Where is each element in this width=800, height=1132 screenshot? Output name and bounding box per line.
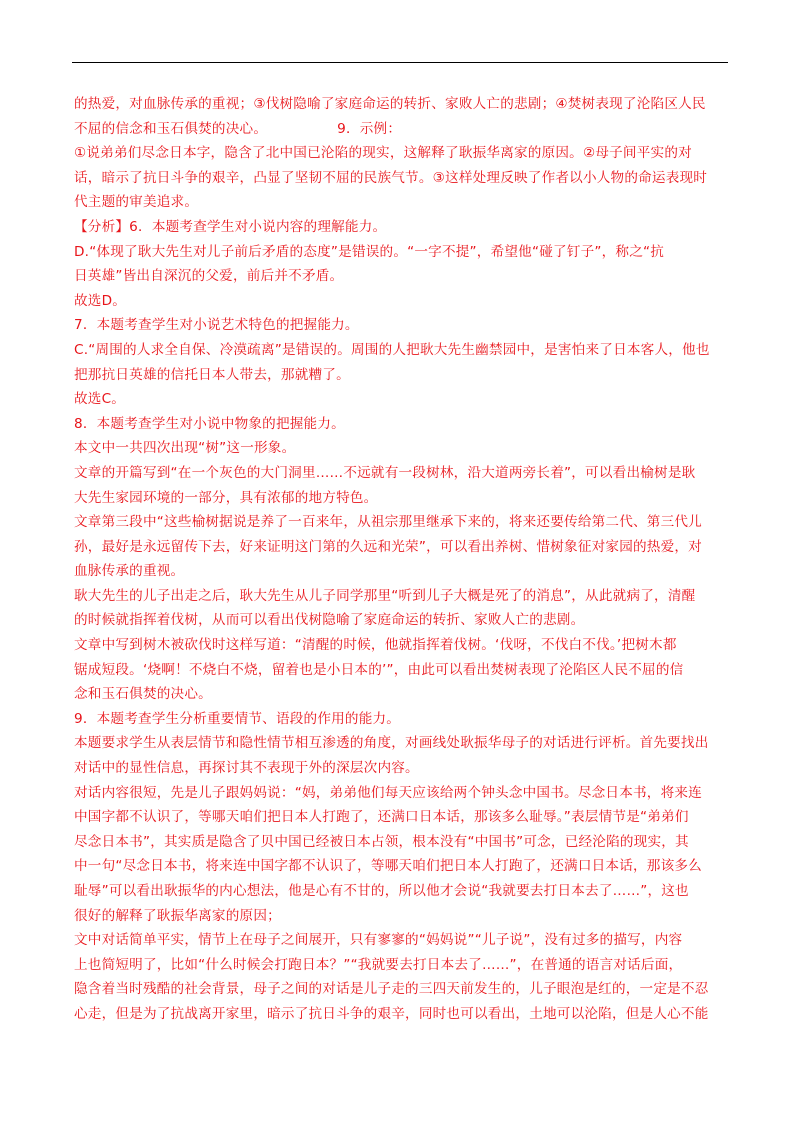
text-line: 锯成短段。‘烧啊！不烧白不烧，留着也是小日本的’”，由此可以看出焚树表现了沦陷区人民不屈的信 (74, 661, 684, 678)
text-line: 血脉传承的重视。 (74, 563, 185, 580)
text-line: 文章第三段中“这些榆树据说是养了一百来年，从祖宗那里继承下来的，将来还要传给第二代、第三代儿 (74, 514, 702, 531)
text-line: 故选D。 (74, 292, 127, 309)
text-line: 中一句“尽念日本书，将来连中国字都不认识了，等哪天咱们把日本人打跑了，还满口日本话，那该多么 (74, 858, 702, 875)
question-heading: 7．本题考查学生对小说艺术特色的把握能力。 (74, 317, 359, 334)
text-line: 尽念日本书”，其实质是隐含了贝中国已经被日本占领，根本没有“中国书”可念，已经沦陷的现实，其 (74, 833, 689, 850)
text-line: 文章中写到树木被砍伐时这样写道：“清醒的时候，他就指挥着伐树。‘伐呀，不伐白不伐。’把树木都 (74, 637, 677, 654)
text-line: 对话中的显性信息，再探讨其不表现于外的深层次内容。 (74, 760, 419, 777)
document-body (74, 92, 728, 1027)
question-label: 9．示例： (337, 120, 402, 137)
text-line: 文中对话简单平实，情节上在母子之间展开，只有寥寥的“妈妈说”“儿子说”，没有过多的描写，内容 (74, 932, 683, 949)
text-line: 念和玉石俱焚的决心。 (74, 686, 212, 703)
text-line: D.“体现了耿大先生对儿子前后矛盾的态度”是错误的。“一字不提”，希望他“碰了钉子”，称之“抗 (74, 243, 665, 260)
text-line: 故选C。 (74, 391, 126, 408)
text-line: 文章的开篇写到“在一个灰色的大门洞里……不远就有一段树林，沿大道两旁长着”，可以看出榆树是耿 (74, 464, 696, 481)
text-line: 话，暗示了抗日斗争的艰辛，凸显了坚韧不屈的民族气节。③这样处理反映了作者以小人物的命运表现时 (74, 169, 708, 186)
text-line: 心走，但是为了抗战离开家里，暗示了抗日斗争的艰辛，同时也可以看出，土地可以沦陷，但是人心不能 (74, 1005, 709, 1022)
text-line: 上也简短明了，比如“什么时候会打跑日本？”“我就要去打日本去了……”，在普通的语言对话后面， (74, 956, 683, 973)
text-line: 的热爱，对血脉传承的重视；③伐树隐喻了家庭命运的转折、家败人亡的悲剧；④焚树表现了沦陷区人民 (74, 96, 706, 112)
text-segment: 不屈的信念和玉石俱焚的决心。 (74, 120, 268, 137)
text-line: 耻辱”可以看出耿振华的内心想法，他是心有不甘的，所以他才会说“我就要去打日本去了……”，这也 (74, 883, 689, 899)
text-line: 孙，最好是永远留传下去，好来证明这门第的久远和光荣”，可以看出养树、惜树象征对家园的热爱，对 (74, 538, 702, 555)
text-line: C.“周围的人求全自保、冷漠疏离”是错误的。周围的人把耿大先生幽禁园中，是害怕来了日本客人，他也 (74, 341, 710, 358)
text-line: 很好的解释了耿振华离家的原因； (74, 907, 281, 924)
text-line (74, 117, 728, 142)
text-line: 大先生家园环境的一部分，具有浓郁的地方特色。 (74, 489, 378, 506)
text-line: 的时候就指挥着伐树，从而可以看出伐树隐喻了家庭命运的转折、家败人亡的悲剧。 (74, 612, 585, 629)
header-rule (72, 62, 728, 63)
text-line: ①说弟弟们尽念日本字，隐含了北中国已沦陷的现实，这解释了耿振华离家的原因。②母子间平实的对 (74, 145, 692, 162)
text-line: 中国字都不认识了，等哪天咱们把日本人打跑了，还满口日本话，那该多么耻辱。”表层情节是“弟弟们 (74, 809, 689, 826)
text-line: 把那抗日英雄的信托日本人带去，那就糟了。 (74, 366, 350, 383)
text-line: 耿大先生的儿子出走之后，耿大先生从儿子同学那里“听到儿子大概是死了的消息”，从此就病了，清醒 (74, 587, 696, 604)
text-line: 日英雄”皆出自深沉的父爱，前后并不矛盾。 (74, 268, 344, 285)
analysis-heading: 【分析】6．本题考查学生对小说内容的理解能力。 (74, 218, 387, 235)
text-line: 代主题的审美追求。 (74, 194, 199, 211)
text-line: 本题要求学生从表层情节和隐性情节相互渗透的角度，对画线处耿振华母子的对话进行评析。首先要找出 (74, 735, 709, 752)
question-heading: 9．本题考查学生分析重要情节、语段的作用的能力。 (74, 710, 401, 727)
question-heading: 8．本题考查学生对小说中物象的把握能力。 (74, 415, 345, 432)
text-line: 本文中一共四次出现“树”这一形象。 (74, 440, 296, 457)
text-line: 对话内容很短，先是儿子跟妈妈说：“妈，弟弟他们每天应该给两个钟头念中国书。尽念日本书，将来连 (74, 784, 702, 801)
text-line: 隐含着当时残酷的社会背景，母子之间的对话是儿子走的三四天前发生的，儿子眼泡是红的，一定是不忍 (74, 981, 709, 998)
